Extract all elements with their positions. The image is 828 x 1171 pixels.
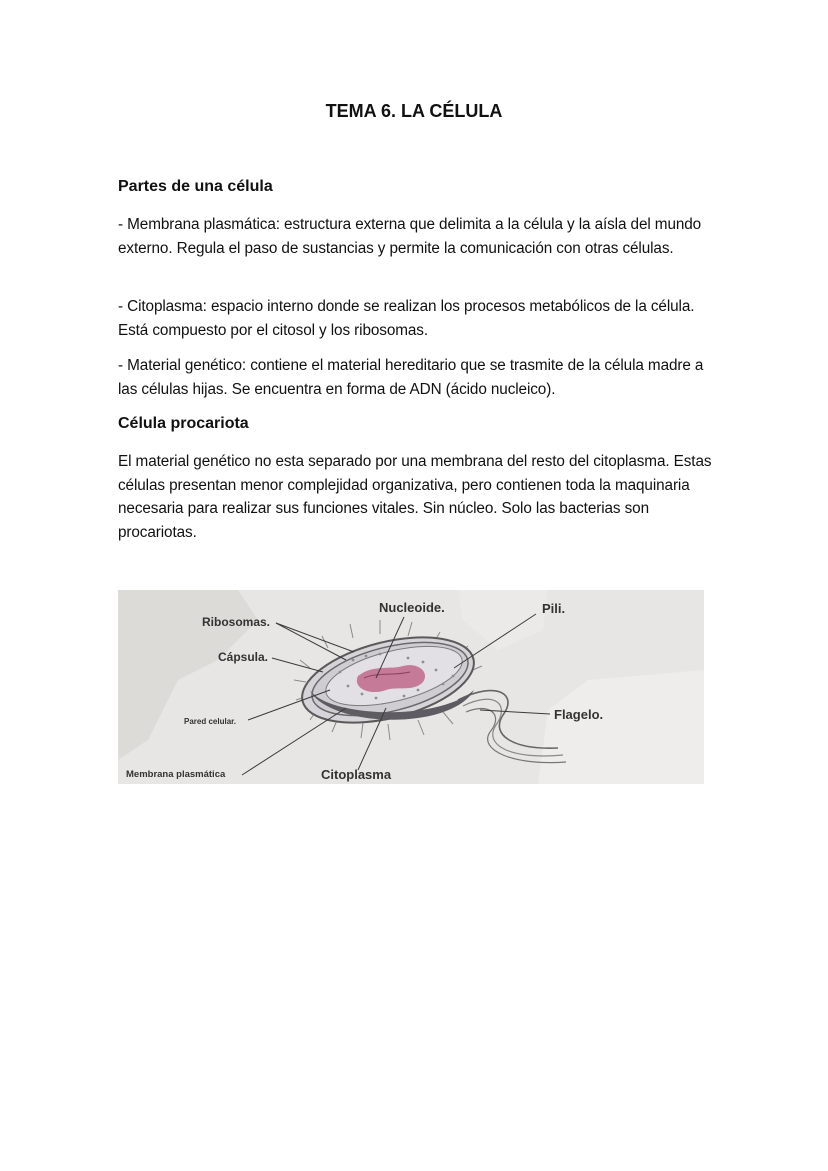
label-ribosomas: Ribosomas.: [202, 615, 271, 629]
paragraph-procariota: El material genético no esta separado por una membrana del resto del citoplasma. Estas células presentan menor complejidad organizativa, pero contienen toda la maquinaria necesaria para realizar sus funciones vitales. Sin núcleo. Solo las bacterias son procariotas.: [118, 453, 712, 541]
section-heading-procariota: Célula procariota: [118, 415, 249, 432]
paragraph-material-genetico: - Material genético: contiene el material hereditario que se trasmite de la célula madre a las células hijas. Se encuentra en forma de ADN (ácido nucleico).: [118, 357, 704, 398]
label-pared-celular: Pared celular.: [184, 717, 237, 726]
label-membrana-plasmatica: Membrana plasmática: [126, 769, 226, 780]
label-citoplasma: Citoplasma: [321, 767, 392, 782]
paragraph-membrana: - Membrana plasmática: estructura externa que delimita a la célula y la aísla del mundo externo. Regula el paso de sustancias y permite la comunicación con otras células.: [118, 216, 702, 257]
label-pili: Pili.: [542, 601, 566, 616]
page-title: TEMA 6. LA CÉLULA: [325, 101, 503, 121]
section-heading-partes: Partes de una célula: [118, 178, 273, 195]
label-capsula: Cápsula.: [218, 650, 269, 664]
paragraph-citoplasma: - Citoplasma: espacio interno donde se realizan los procesos metabólicos de la célula. Está compuesto por el citosol y los ribosomas.: [118, 298, 695, 339]
label-nucleoide: Nucleoide.: [379, 600, 445, 615]
label-flagelo: Flagelo.: [554, 707, 604, 722]
prokaryotic-cell-figure: [118, 590, 704, 784]
